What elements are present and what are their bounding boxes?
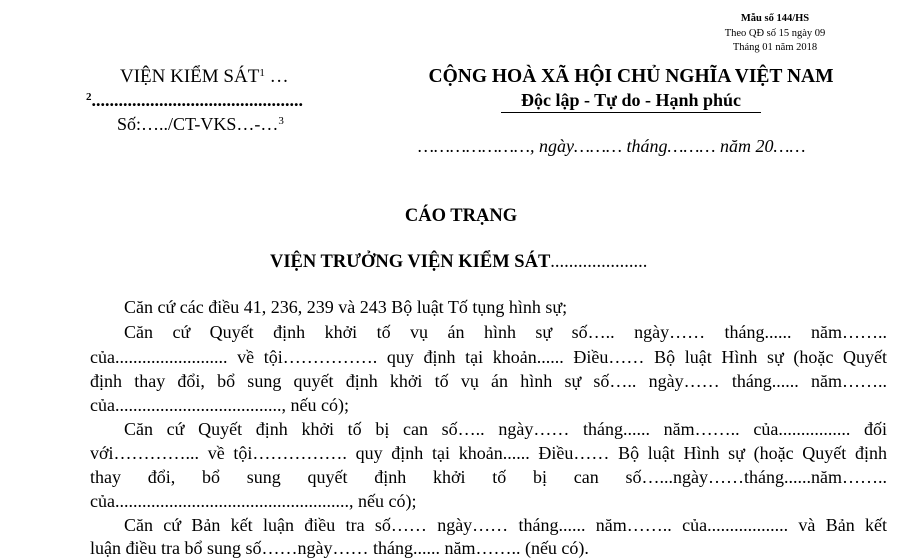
place-date: …………………, ngày……… tháng……… năm 20……: [418, 136, 806, 156]
agency-name-dots: …: [264, 66, 289, 87]
decision-date: Tháng 01 năm 2018: [732, 42, 818, 53]
document-subtitle: [270, 252, 647, 273]
body-line: của...................................................., nếu có);: [90, 491, 417, 511]
form-number: Mẫu số 144/HS: [740, 13, 810, 24]
subtitle-dots: .....................: [550, 252, 648, 272]
body-line: của....................................., nếu có);: [90, 395, 349, 415]
document-number: [117, 114, 284, 135]
footnote-ref-2: 2: [86, 91, 92, 103]
body-line: của......................... về tội……………. quy định tại khoản...... Điều…… Bộ luật Hình sự (hoặc Quyết: [90, 347, 887, 367]
body-line: định thay đổi, bổ sung quyết định khởi tố vụ án hình sự số….. ngày…… tháng...... năm……..: [90, 371, 887, 391]
body-line: Căn cứ Quyết định khởi tố bị can số….. ngày…… tháng...... năm…….. của................ đối: [124, 419, 887, 439]
slogan-underline: [501, 112, 761, 113]
document-title: CÁO TRẠNG: [404, 206, 518, 226]
document-number-text: Số:…../CT-VKS…-…: [117, 114, 279, 134]
body-line: Căn cứ Bản kết luận điều tra số…… ngày…… tháng...... năm…….. của.................. và Bản kết: [124, 515, 887, 535]
agency-unit-dots: ...............................................: [91, 90, 303, 110]
agency-name-text: VIỆN KIỂM SÁT: [120, 66, 260, 87]
agency-unit: [86, 90, 303, 111]
nation-slogan: Độc lập - Tự do - Hạnh phúc: [520, 90, 742, 110]
footnote-ref-1: 1: [259, 67, 265, 79]
body-line: Căn cứ Quyết định khởi tố vụ án hình sự số….. ngày…… tháng...... năm……..: [124, 322, 887, 342]
body-line: thay đổi, bổ sung quyết định khởi tố bị can số…...ngày……tháng......năm……..: [90, 467, 887, 487]
decision-reference: Theo QĐ số 15 ngày 09: [724, 28, 826, 39]
body-line: Căn cứ các điều 41, 236, 239 và 243 Bộ luật Tố tụng hình sự;: [124, 297, 568, 317]
body-line: với…………... về tội……………. quy định tại khoản...... Điều…… Bộ luật Hình sự (hoặc Quyết định: [90, 443, 887, 463]
subtitle-text: VIỆN TRƯỞNG VIỆN KIỂM SÁT: [270, 252, 551, 272]
body-line: luận điều tra bổ sung số……ngày…… tháng...... năm…….. (nếu có).: [90, 538, 589, 558]
agency-name: [120, 66, 289, 88]
footnote-ref-3: 3: [278, 115, 284, 127]
nation-title: CỘNG HOÀ XÃ HỘI CHỦ NGHĨA VIỆT NAM: [428, 66, 834, 87]
